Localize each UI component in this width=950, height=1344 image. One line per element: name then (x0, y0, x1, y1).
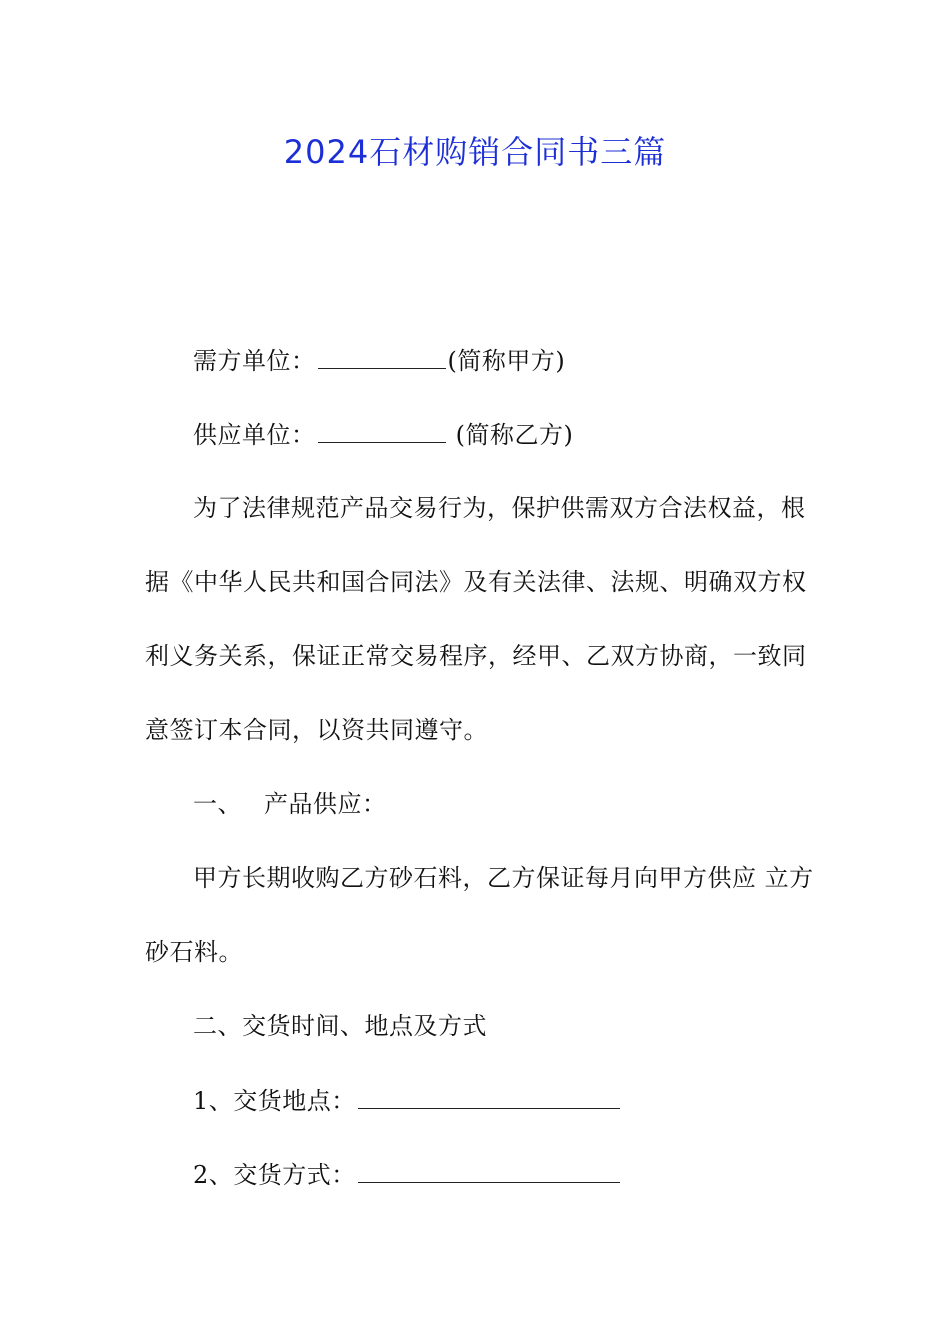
section-1-title: 产品供应： (264, 790, 387, 818)
party-a-suffix: (简称甲方) (447, 347, 566, 375)
intro-line-1: 为了法律规范产品交易行为，保护供需双方合法权益，根 (193, 494, 806, 522)
party-a-label: 需方单位： (193, 347, 316, 375)
item-1-line (193, 1082, 810, 1119)
section-1-line-2: 砂石料。 (145, 938, 243, 966)
party-a-line (193, 342, 810, 379)
intro-line-2: 据《中华人民共和国合同法》及有关法律、法规、明确双方权 (145, 568, 807, 596)
item-2-blank (358, 1156, 620, 1183)
intro-line-4: 意签订本合同，以资共同遵守。 (145, 716, 488, 744)
section-1-line-1: 甲方长期收购乙方砂石料，乙方保证每月向甲方供应 立方 (193, 864, 814, 892)
section-1-heading (193, 786, 810, 822)
item-1-blank (358, 1082, 620, 1109)
party-b-suffix: (简称乙方) (447, 421, 574, 449)
section-2-heading: 二、交货时间、地点及方式 (193, 1012, 487, 1040)
item-1-label: 1、交货地点： (193, 1087, 356, 1115)
item-2-label: 2、交货方式： (193, 1161, 356, 1189)
party-a-blank (318, 342, 446, 369)
document-title: 2024石材购销合同书三篇 (283, 133, 667, 171)
item-2-line (193, 1156, 810, 1193)
intro-line-3: 利义务关系，保证正常交易程序，经甲、乙双方协商，一致同 (145, 642, 807, 670)
party-b-line (193, 416, 810, 453)
party-b-blank (318, 416, 446, 443)
party-b-label: 供应单位： (193, 421, 316, 449)
section-1-number: 一、 (193, 790, 242, 818)
